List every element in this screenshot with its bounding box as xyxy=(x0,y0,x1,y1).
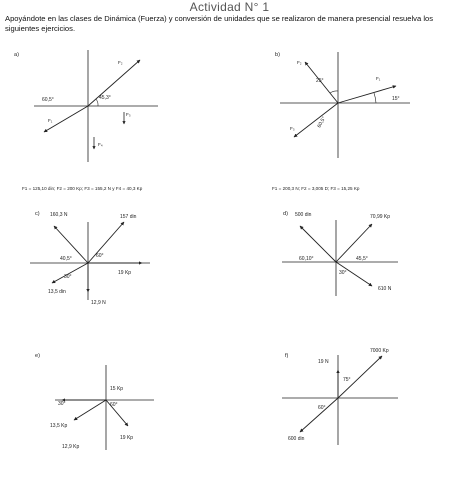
e-angle-1: 30° xyxy=(58,401,66,407)
problem-c-letter: c) xyxy=(35,211,40,217)
f-angle-2: 60° xyxy=(318,405,326,411)
c-force-label-1: 160,3 N xyxy=(50,212,68,218)
problem-a-letter: a) xyxy=(14,52,19,58)
b-angle-2: 15° xyxy=(392,96,400,102)
problem-c-diagram xyxy=(30,211,150,306)
problem-e-letter: e) xyxy=(35,353,40,359)
b-data: F1 = 200,3 N; F2 = 3,005 D; F3 = 15,25 Kp xyxy=(272,186,360,191)
a-force-f2 xyxy=(88,60,140,106)
d-force-label-1: 500 din xyxy=(295,212,312,218)
c-angle-2: 60° xyxy=(96,253,104,259)
page-title: Actividad N° 1 xyxy=(189,0,270,14)
c-force-label-3: 19 Kp xyxy=(118,270,132,276)
d-angle-2: 45,5° xyxy=(356,256,368,262)
a-data: F1 = 125,10 din; F2 = 200 Kp; F3 = 155,2 N y F4 = 40,3 Kp xyxy=(22,186,143,191)
c-force-label-5: 12,9 N xyxy=(91,300,106,306)
f-angle-1: 75° xyxy=(343,377,351,383)
b-label-f2: F₂ xyxy=(297,60,302,65)
e-force-label-1: 15 Kp xyxy=(110,386,124,392)
c-force-label-4: 13,5 din xyxy=(48,289,66,295)
problem-f-letter: f) xyxy=(285,353,289,359)
a-label-f1: F₁ xyxy=(48,118,53,123)
b-label-f3: F₃ xyxy=(290,126,295,131)
c-force-13-5 xyxy=(52,263,88,283)
f-force-label-2: 7000 Kp xyxy=(370,348,389,354)
e-force-label-4: 12,9 Kp xyxy=(62,444,80,450)
c-force-157 xyxy=(88,222,124,263)
e-force-label-2: 13,5 Kp xyxy=(50,423,68,429)
c-angle-3: 30° xyxy=(64,274,72,280)
f-force-label-1: 19 N xyxy=(318,359,329,365)
problem-b-diagram xyxy=(272,52,410,191)
e-force-12-9 xyxy=(74,400,106,420)
b-angle-arc-1 xyxy=(330,91,338,93)
a-label-f4: F₄ xyxy=(98,142,103,147)
b-force-f3 xyxy=(294,103,338,137)
problem-a-diagram xyxy=(14,50,158,191)
b-label-f1: F₁ xyxy=(376,76,381,81)
f-force-label-3: 600 din xyxy=(288,436,305,442)
problem-f-diagram xyxy=(282,348,398,445)
problem-e-diagram xyxy=(35,353,154,450)
a-angle-1: 45,3° xyxy=(99,95,111,101)
a-label-f2: F₂ xyxy=(118,60,123,65)
a-angle-arc xyxy=(96,99,98,106)
d-angle-3: 30° xyxy=(339,270,347,276)
e-angle-2: 60° xyxy=(110,402,118,408)
c-angle-1: 40,5° xyxy=(60,256,72,262)
problem-d-diagram xyxy=(282,211,398,296)
b-force-f1 xyxy=(338,86,396,103)
problem-b-letter: b) xyxy=(275,52,280,58)
b-angle-1: 25° xyxy=(316,78,324,84)
a-angle-2: 60,5° xyxy=(42,97,54,103)
b-angle-arc-2 xyxy=(374,93,376,103)
problem-d-letter: d) xyxy=(283,211,288,217)
d-angle-1: 60,10° xyxy=(299,256,314,262)
a-label-f3: F₃ xyxy=(126,112,131,117)
d-force-label-2: 70,99 Kp xyxy=(370,214,391,220)
e-force-label-3: 19 Kp xyxy=(120,435,134,441)
instructions-text: Apoyándote en las clases de Dinámica (Fuerza) y conversión de unidades que se realizaron de manera presencial resuelva los siguientes ejercicios. xyxy=(5,14,434,33)
f-force-600 xyxy=(300,398,338,432)
d-force-label-3: 610 N xyxy=(378,286,392,292)
b-angle-3: 60,5° xyxy=(316,115,328,129)
c-force-label-2: 157 din xyxy=(120,214,137,220)
